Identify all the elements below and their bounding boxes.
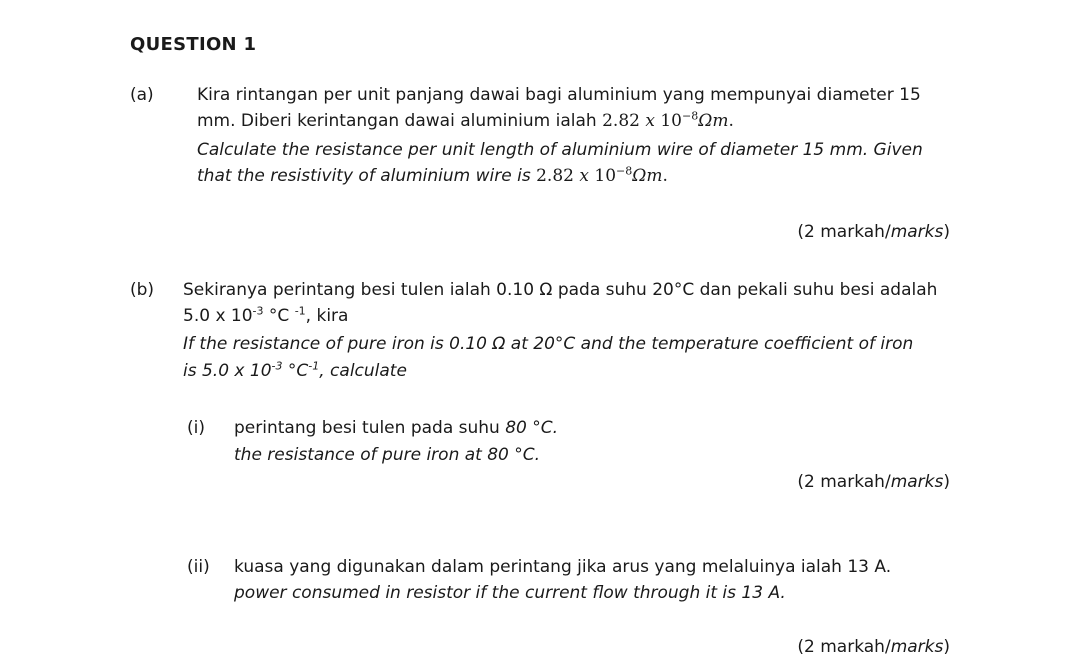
resistivity-expression-english: 2.82 x $10^{-8}\Omega m$. — [536, 164, 668, 186]
part-b-english-line2: is 5.0 x $10^{-3}$ $^\circ C^{-1}$, calculate — [183, 359, 407, 381]
resistivity-expression-malay: 2.82 x $10^{-8}\Omega m$. — [602, 109, 734, 131]
part-b-english-line1: If the resistance of pure iron is 0.10 Ω at 20°C and the temperature coefficient of iron — [183, 334, 914, 354]
part-a-label: (a) — [130, 85, 154, 105]
sub-ii-malay: kuasa yang digunakan dalam perintang jika arus yang melaluinya ialah 13 A. — [234, 557, 892, 577]
part-a-english-line2 — [197, 165, 668, 187]
part-a-malay-line2 — [197, 110, 734, 132]
question-heading: QUESTION 1 — [130, 34, 257, 55]
part-a-malay-line2-text: mm. Diberi kerintangan dawai aluminium ialah — [197, 111, 603, 131]
part-a-marks: (2 markah/marks) — [797, 222, 950, 242]
part-b-label: (b) — [130, 280, 155, 300]
sub-ii-marks: (2 markah/marks) — [797, 637, 950, 657]
sub-i-english: the resistance of pure iron at 80 °C. — [234, 445, 541, 465]
part-a-english-line1: Calculate the resistance per unit length of aluminium wire of diameter 15 mm. Given — [197, 140, 923, 160]
part-a-english-line2-text: that the resistivity of aluminium wire is — [197, 166, 537, 186]
sub-ii-english: power consumed in resistor if the current flow through it is 13 A. — [234, 583, 786, 603]
sub-i-malay: perintang besi tulen pada suhu 80 °C. — [234, 418, 559, 438]
part-a-malay-line1: Kira rintangan per unit panjang dawai bagi aluminium yang mempunyai diameter 15 — [197, 85, 921, 105]
part-b-malay-line1: Sekiranya perintang besi tulen ialah 0.10 Ω pada suhu 20°C dan pekali suhu besi adalah — [183, 280, 938, 300]
sub-ii-label: (ii) — [187, 557, 210, 577]
part-b-malay-line2: 5.0 x $10^{-3}$ °C $^{-1}$, kira — [183, 304, 349, 326]
sub-i-marks: (2 markah/marks) — [797, 472, 950, 492]
sub-i-label: (i) — [187, 418, 205, 438]
